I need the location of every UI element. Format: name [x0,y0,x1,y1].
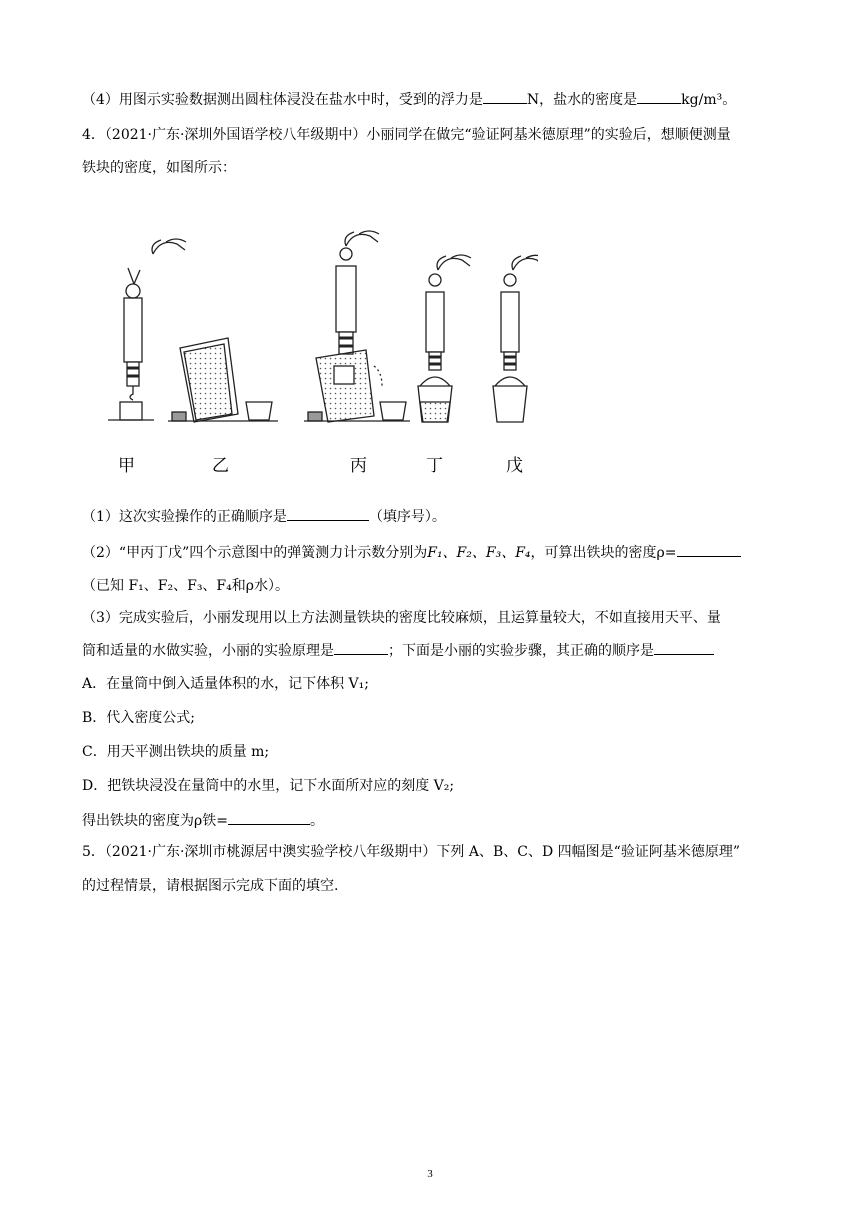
q4-part1-text-b: （填序号）。 [368,509,446,525]
experiment-illustration [108,206,538,436]
answer-blank[interactable] [654,640,714,655]
q3-part4-line [82,89,736,110]
q4-header-line2: 铁块的密度，如图所示： [82,160,236,176]
scale-wu [493,255,538,422]
q4-part3-text-b: ；下面是小丽的实验步骤，其正确的顺序是 [388,643,654,659]
page-number: 3 [427,1168,433,1180]
q3-part4-text-b: N，盐水的密度是 [526,92,638,108]
answer-blank[interactable] [677,542,741,557]
answer-blank[interactable] [334,640,388,655]
step-c: C．用天平测出铁块的质量 m; [82,744,270,760]
answer-blank[interactable] [483,89,527,104]
q4-part3-line1: （3）完成实验后，小丽发现用以上方法测量铁块的密度比较麻烦，且运算量较大，不如直接用天平、量 [82,610,721,626]
figure-label-yi: 乙 [212,456,229,476]
q4-part1-line [82,506,446,527]
q3-part4-text-c: kg/m³。 [681,92,737,108]
step-b: B．代入密度公式; [82,710,196,726]
scale-jia [108,239,186,420]
q4-part3-line2 [82,640,714,661]
q4-part2-text-a: （2）“甲丙丁戊”四个示意图中的弹簧测力计示数分别为 [82,545,428,561]
step-a: A．在量筒中倒入适量体积的水，记下体积 V₁; [82,676,369,692]
q4-header-line1: 4．（2021·广东·深圳外国语学校八年级期中）小丽同学在做完“验证阿基米德原理”的实验后，想顺便测量 [82,127,731,143]
figure-label-wu: 戊 [506,456,523,476]
q4-part2-line1 [82,542,741,563]
answer-blank[interactable] [228,810,310,825]
q5-line2: 的过程情景，请根据图示完成下面的填空. [82,878,339,894]
q4-result-text-a: 得出铁块的密度为ρ铁= [82,813,228,829]
figure-label-ding: 丁 [426,456,443,476]
scale-ding [418,255,471,422]
q4-result-line [82,810,324,831]
q4-part1-text-a: （1）这次实验操作的正确顺序是 [82,509,287,525]
q4-result-text-b: 。 [309,813,324,829]
q4-part2-vars: F₁、F₂、F₃、F₄ [427,545,531,561]
beaker-yi [168,338,278,422]
figure-label-bing: 丙 [350,456,367,476]
figure-label-jia: 甲 [118,456,135,476]
experiment-figure [108,206,538,476]
answer-blank[interactable] [287,506,369,521]
q4-part2-text-b: ，可算出铁块的密度ρ= [530,545,677,561]
q4-part3-text-a: 筒和适量的水做实验，小丽的实验原理是 [82,643,334,659]
q3-part4-text-a: （4）用图示实验数据测出圆柱体浸没在盐水中时，受到的浮力是 [82,92,483,108]
q4-part2-line2: （已知 F₁、F₂、F₃、F₄和ρ水）。 [82,578,289,594]
answer-blank[interactable] [637,89,681,104]
step-d: D．把铁块浸没在量筒中的水里，记下水面所对应的刻度 V₂; [82,778,455,794]
q5-line1: 5．（2021·广东·深圳市桃源居中澳实验学校八年级期中）下列 A、B、C、D 四幅图是“验证阿基米德原理” [82,844,740,860]
scale-bing [304,231,410,422]
